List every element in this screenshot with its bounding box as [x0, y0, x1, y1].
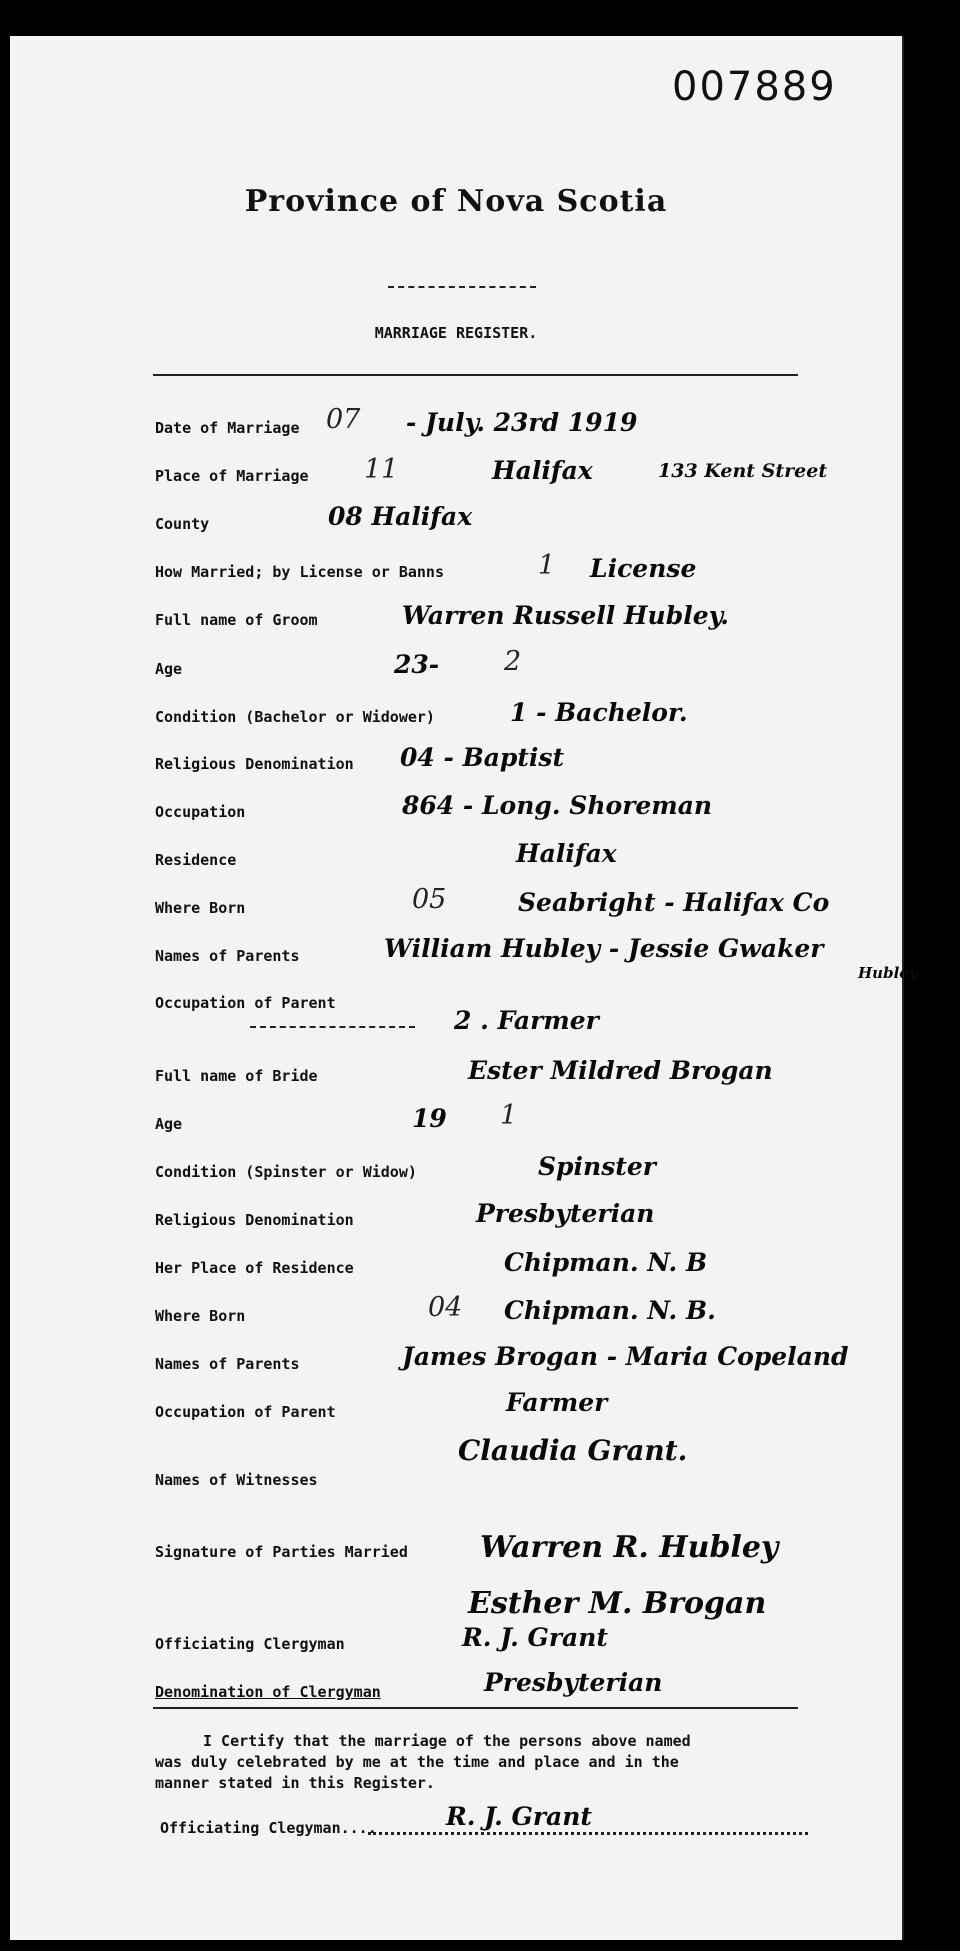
bride-parent-occupation-value: Farmer [506, 1388, 608, 1417]
clergyman-label: Officiating Clergyman [155, 1635, 345, 1653]
groom-religion-value: 04 - Baptist [400, 743, 565, 772]
clergy-denomination-value: Presbyterian [484, 1668, 663, 1697]
bride-born-value: Chipman. N. B. [504, 1296, 716, 1325]
county-value: 08 Halifax [328, 502, 473, 531]
groom-religion-label: Religious Denomination [155, 755, 354, 773]
top-rule [153, 374, 798, 376]
county-label: County [155, 515, 210, 533]
bride-born-label: Where Born [155, 1307, 246, 1325]
bride-residence-label: Her Place of Residence [155, 1259, 354, 1277]
register-form [10, 36, 918, 1940]
groom-name-label: Full name of Groom [155, 611, 318, 629]
bride-parents-value: James Brogan - Maria Copeland [402, 1342, 849, 1371]
groom-parent-occupation-label: Occupation of Parent [155, 994, 336, 1012]
groom-condition-label: Condition (Bachelor or Widower) [155, 708, 435, 726]
bride-name-value: Ester Mildred Brogan [468, 1056, 773, 1085]
bride-condition-label: Condition (Spinster or Widow) [155, 1163, 417, 1181]
groom-parents-value: William Hubley - Jessie Gwaker [384, 934, 824, 963]
place-extra: 133 Kent Street [658, 460, 828, 482]
groom-born-code: 05 [412, 884, 447, 915]
bride-religion-value: Presbyterian [476, 1199, 655, 1228]
bride-religion-label: Religious Denomination [155, 1211, 354, 1229]
cert-line-1: I Certify that the marriage of the persons above named [203, 1732, 691, 1750]
witnesses-label: Names of Witnesses [155, 1471, 318, 1489]
bride-parent-occupation-label: Occupation of Parent [155, 1403, 336, 1421]
cert-officiating-label: Officiating Clegyman.... [160, 1819, 377, 1837]
how-married-code: 1 [538, 550, 556, 581]
groom-name-value: Warren Russell Hubley. [402, 601, 729, 630]
cert-officiating-signature: R. J. Grant [446, 1802, 592, 1831]
groom-born-label: Where Born [155, 899, 246, 917]
groom-parents-extra: Hubley [858, 964, 918, 982]
how-married-label: How Married; by License or Banns [155, 563, 444, 581]
province-title: Province of Nova Scotia [244, 184, 668, 219]
date-label: Date of Marriage [155, 419, 300, 437]
place-label: Place of Marriage [155, 467, 309, 485]
bride-born-code: 04 [428, 1292, 463, 1323]
signature-dotted-line [368, 1832, 808, 1835]
signature-label: Signature of Parties Married [155, 1543, 408, 1561]
clergy-denomination-label: Denomination of Clergyman [155, 1683, 381, 1701]
groom-age-code: 2 [504, 646, 522, 677]
bride-age-label: Age [155, 1115, 183, 1133]
witnesses-value: Claudia Grant. [458, 1434, 688, 1467]
parent-occupation-dashes [250, 1026, 415, 1028]
clergyman-value: R. J. Grant [462, 1623, 608, 1652]
title-divider [388, 286, 536, 288]
register-title: MARRIAGE REGISTER. [374, 324, 538, 342]
groom-age-value: 23- [394, 650, 440, 679]
place-code: 11 [364, 454, 399, 485]
groom-occupation-label: Occupation [155, 803, 246, 821]
how-married-value: License [590, 554, 697, 583]
bride-signature: Esther M. Brogan [468, 1586, 767, 1621]
groom-born-value: Seabright - Halifax Co [518, 888, 830, 917]
groom-parent-occupation-value: 2 . Farmer [454, 1006, 599, 1035]
certification-text [155, 1731, 835, 1794]
groom-residence-label: Residence [155, 851, 237, 869]
groom-signature: Warren R. Hubley [480, 1530, 779, 1565]
groom-age-label: Age [155, 660, 183, 678]
groom-condition-value: 1 - Bachelor. [510, 698, 688, 727]
place-value: Halifax [492, 456, 593, 485]
groom-parents-label: Names of Parents [155, 947, 300, 965]
bottom-rule [153, 1707, 798, 1709]
bride-name-label: Full name of Bride [155, 1067, 318, 1085]
bride-condition-value: Spinster [538, 1152, 656, 1181]
groom-occupation-value: 864 - Long. Shoreman [402, 791, 713, 820]
cert-line-2: was duly celebrated by me at the time and place and in the [155, 1753, 679, 1771]
bride-residence-value: Chipman. N. B [504, 1248, 708, 1277]
bride-parents-label: Names of Parents [155, 1355, 300, 1373]
cert-line-3: manner stated in this Register. [155, 1774, 435, 1792]
bride-age-value: 19 [412, 1104, 447, 1133]
date-code: 07 [326, 404, 361, 435]
bride-age-code: 1 [500, 1100, 518, 1131]
groom-residence-value: Halifax [516, 839, 617, 868]
date-value: - July. 23rd 1919 [406, 408, 638, 437]
document-number: 007889 [672, 64, 837, 110]
